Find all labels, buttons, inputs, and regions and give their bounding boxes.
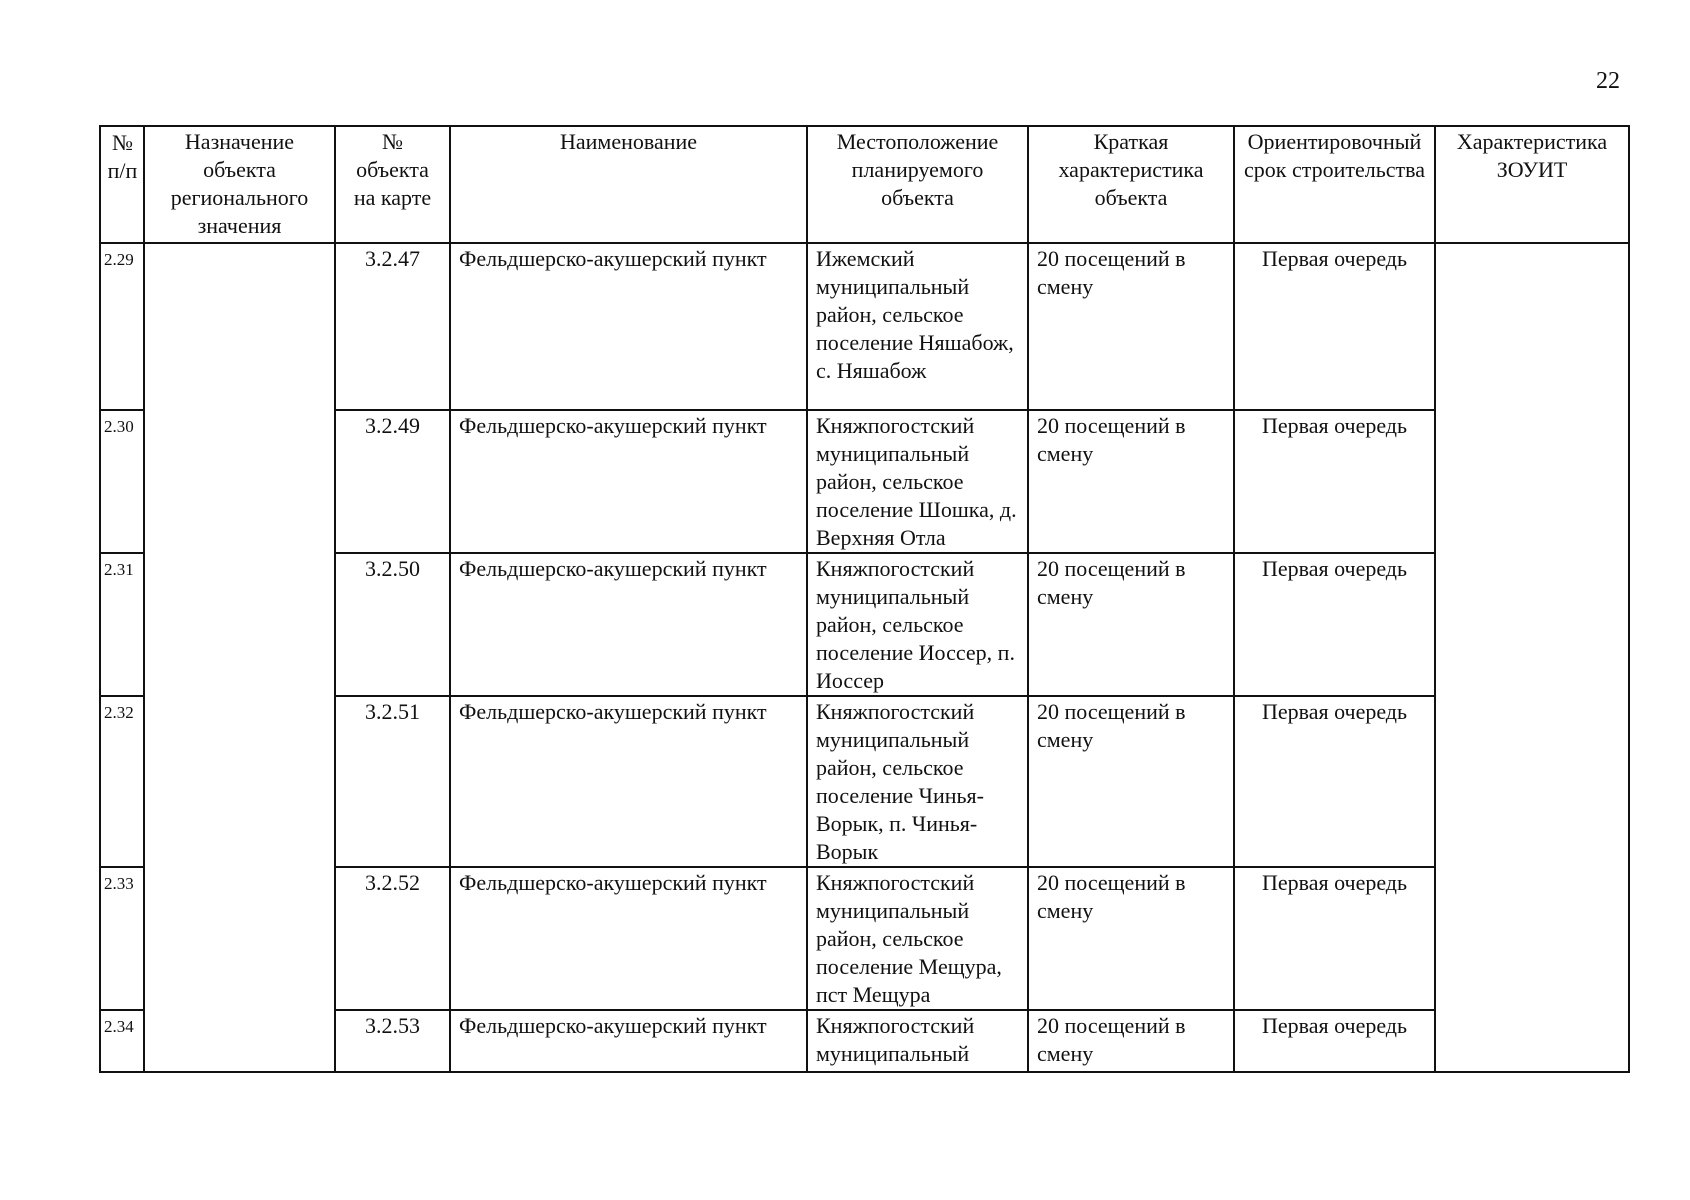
table-body: [100, 243, 1629, 1072]
map-number: 3.2.53: [335, 1010, 450, 1072]
object-name: Фельдшерско-акушерский пункт: [450, 1010, 807, 1072]
header-construction-period: Ориентировочный срок строительства: [1234, 126, 1435, 243]
table-row: [100, 243, 1629, 410]
object-characteristic: 20 посещений в смену: [1028, 696, 1234, 867]
header-zouit: Характеристика ЗОУИТ: [1435, 126, 1629, 243]
object-location: Княжпогостский муниципальный район, сельское поселение Иоссер, п. Иоссер: [807, 553, 1028, 696]
object-characteristic: 20 посещений в смену: [1028, 410, 1234, 553]
construction-period: Первая очередь: [1234, 243, 1435, 410]
object-name: Фельдшерско-акушерский пункт: [450, 867, 807, 1010]
object-location: Ижемский муниципальный район, сельское поселение Няшабож, с. Няшабож: [807, 243, 1028, 410]
header-characteristic: Краткая характеристика объекта: [1028, 126, 1234, 243]
header-map-number: № объекта на карте: [335, 126, 450, 243]
object-characteristic: 20 посещений в смену: [1028, 243, 1234, 410]
construction-period: Первая очередь: [1234, 1010, 1435, 1072]
purpose-cell: [144, 243, 335, 1072]
map-number: 3.2.52: [335, 867, 450, 1010]
object-location: Княжпогостский муниципальный район, сельское поселение Чинья-Ворык, п. Чинья-Ворык: [807, 696, 1028, 867]
object-characteristic: 20 посещений в смену: [1028, 1010, 1234, 1072]
map-number: 3.2.49: [335, 410, 450, 553]
object-name: Фельдшерско-акушерский пункт: [450, 696, 807, 867]
map-number: 3.2.51: [335, 696, 450, 867]
row-number: 2.33: [100, 867, 144, 1010]
object-location: Княжпогостский муниципальный район, сельское поселение Мещура, пст Мещура: [807, 867, 1028, 1010]
object-name: Фельдшерско-акушерский пункт: [450, 410, 807, 553]
object-name: Фельдшерско-акушерский пункт: [450, 243, 807, 410]
row-number: 2.32: [100, 696, 144, 867]
row-number: 2.34: [100, 1010, 144, 1072]
object-location: Княжпогостский муниципальный: [807, 1010, 1028, 1072]
row-number: 2.29: [100, 243, 144, 410]
row-number: 2.31: [100, 553, 144, 696]
object-characteristic: 20 посещений в смену: [1028, 553, 1234, 696]
header-purpose: Назначение объекта регионального значения: [144, 126, 335, 243]
construction-period: Первая очередь: [1234, 867, 1435, 1010]
object-name: Фельдшерско-акушерский пункт: [450, 553, 807, 696]
table-header: [100, 126, 1629, 243]
construction-period: Первая очередь: [1234, 553, 1435, 696]
object-characteristic: 20 посещений в смену: [1028, 867, 1234, 1010]
construction-period: Первая очередь: [1234, 410, 1435, 553]
object-location: Княжпогостский муниципальный район, сельское поселение Шошка, д. Верхняя Отла: [807, 410, 1028, 553]
objects-table: [99, 125, 1630, 1073]
page-number: 22: [1596, 68, 1620, 94]
map-number: 3.2.47: [335, 243, 450, 410]
header-row-number: № п/п: [100, 126, 144, 243]
map-number: 3.2.50: [335, 553, 450, 696]
header-name: Наименование: [450, 126, 807, 243]
construction-period: Первая очередь: [1234, 696, 1435, 867]
row-number: 2.30: [100, 410, 144, 553]
zouit-cell: [1435, 243, 1629, 1072]
header-location: Местоположение планируемого объекта: [807, 126, 1028, 243]
